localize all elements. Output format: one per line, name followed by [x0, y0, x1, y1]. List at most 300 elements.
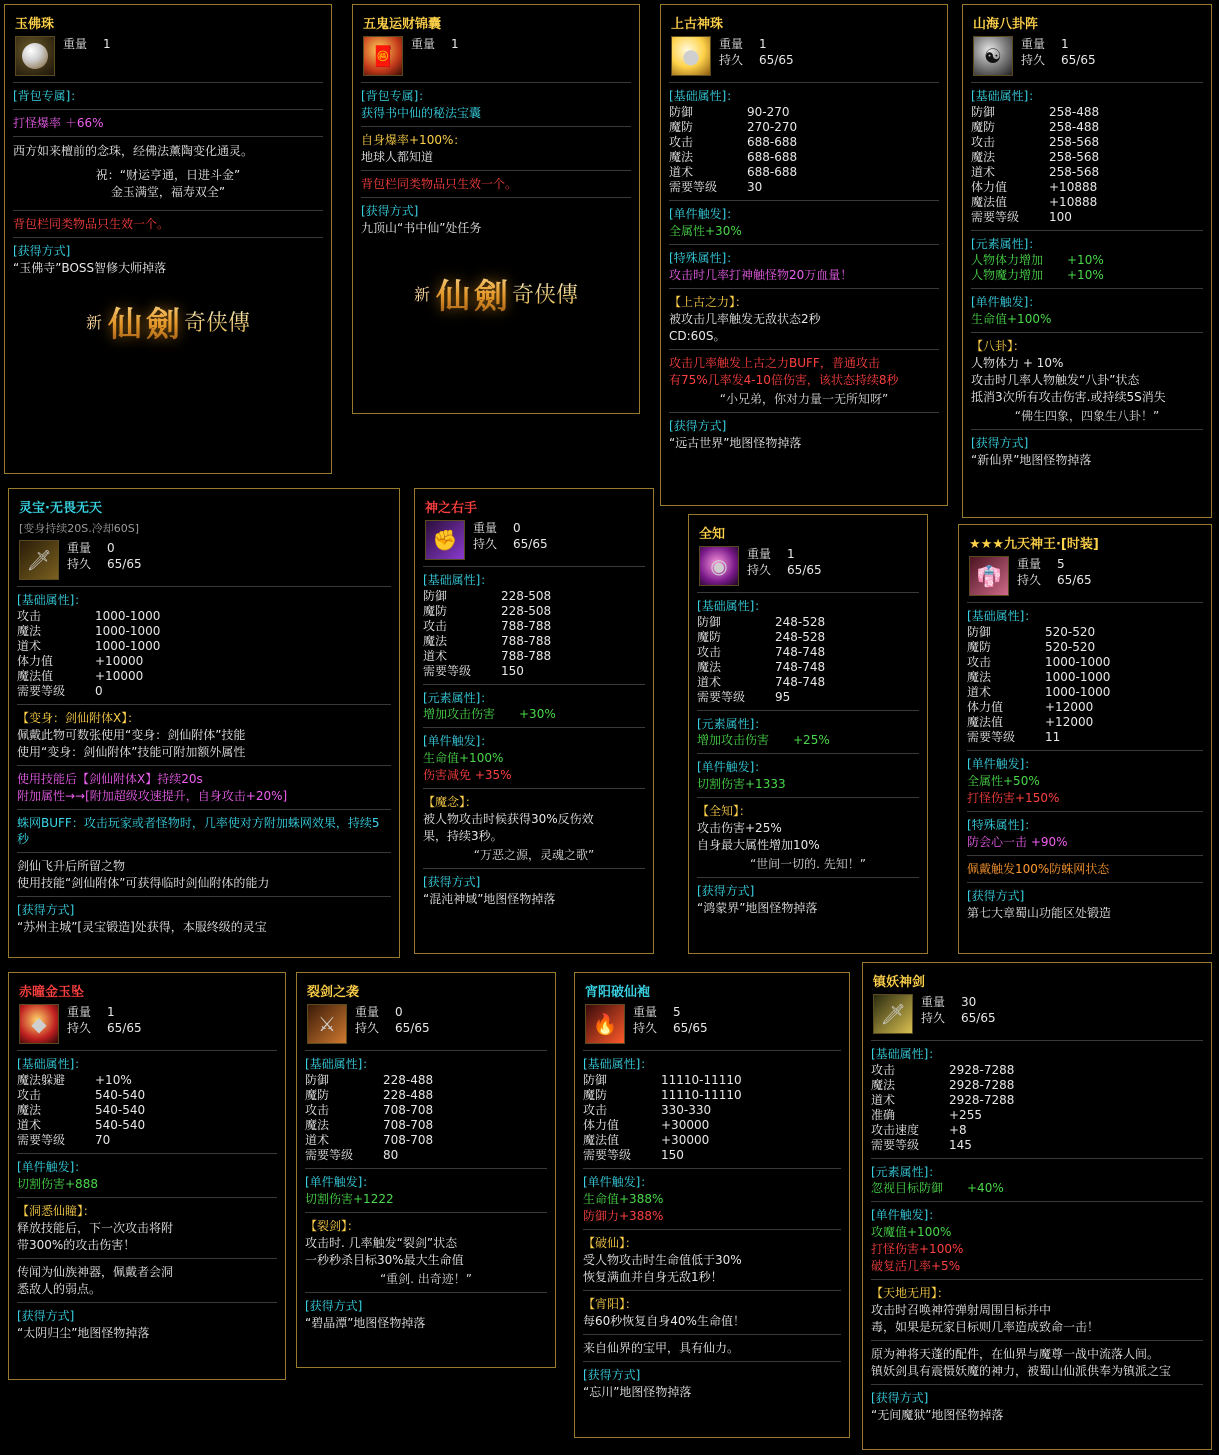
- stat-row: [971, 180, 1203, 195]
- obtain-label: [获得方式]: [305, 1299, 363, 1313]
- stat-value: 80: [383, 1148, 399, 1162]
- basic-attr-label: [基础属性]：: [971, 89, 1041, 103]
- stat-row: [669, 105, 939, 120]
- single-trigger-value: 防御力+388%: [583, 1209, 664, 1223]
- stat-name: 攻击: [871, 1063, 896, 1077]
- stat-value: 248-528: [775, 615, 826, 629]
- weight-value: 1: [107, 1005, 115, 1019]
- stat-value: 748-748: [775, 660, 826, 674]
- stat-name: 道术: [423, 649, 448, 663]
- stat-value: 0: [95, 684, 103, 698]
- stat-name: 需要等级: [971, 210, 1020, 224]
- stat-row: [967, 715, 1203, 730]
- stat-name: 魔防: [697, 630, 722, 644]
- stat-name: 攻击: [583, 1103, 608, 1117]
- stat-row: [971, 165, 1203, 180]
- stat-value: 708-708: [383, 1118, 434, 1132]
- item-title: ★★★九天神王·[时装]: [969, 537, 1099, 552]
- single-trigger-value: 打怪伤害+150%: [967, 791, 1060, 805]
- stat-row: [967, 730, 1203, 745]
- stat-row: [305, 1148, 547, 1163]
- stat-row: [967, 655, 1203, 670]
- weight-label: 重量: [473, 521, 498, 535]
- obtain-label: [获得方式]: [583, 1368, 641, 1382]
- stat-value: +12000: [1045, 700, 1094, 714]
- obtain-value: “忘川”地图怪物掉落: [583, 1385, 692, 1399]
- effect-line: 打怪爆率 ＋66%: [13, 116, 104, 130]
- flavor-line: 使用技能“剑仙附体”可获得临时剑仙附体的能力: [17, 876, 270, 890]
- weight-label: 重量: [1021, 37, 1046, 51]
- single-trigger-value: 生命值+100%: [971, 312, 1052, 326]
- stat-value: 788-788: [501, 619, 552, 633]
- stat-value: 540-540: [95, 1088, 146, 1102]
- stat-value: 2928-7288: [949, 1093, 1015, 1107]
- item-header: [307, 1004, 547, 1044]
- stat-value: 228-488: [383, 1073, 434, 1087]
- element-attr-label: [元素属性]：: [971, 237, 1041, 251]
- stat-row: [583, 1118, 841, 1133]
- item-header: [699, 546, 919, 586]
- durability-value: 65/65: [107, 1021, 142, 1035]
- item-header: [973, 36, 1203, 76]
- stat-value: 788-788: [501, 634, 552, 648]
- stat-value: +30000: [661, 1133, 710, 1147]
- stat-name: 需要等级: [17, 1133, 66, 1147]
- item-title: 全知: [699, 527, 726, 542]
- pouch-icon: 🧧: [363, 36, 403, 76]
- item-card-quanzhi[interactable]: [688, 514, 928, 954]
- stat-name: 道术: [669, 165, 694, 179]
- stat-row: [17, 639, 391, 654]
- flavor-quote: “世间一切的. 先知！”: [749, 857, 867, 871]
- skill-title: 【破仙】：: [583, 1236, 638, 1250]
- obtain-label: [获得方式]: [17, 903, 75, 917]
- skill-title: 【洞悉仙瞳】：: [17, 1204, 96, 1218]
- single-trigger-label: [单件触发]：: [423, 734, 493, 748]
- weight-value: 1: [1061, 37, 1069, 51]
- item-header: [873, 994, 1203, 1034]
- stat-row: [967, 685, 1203, 700]
- item-card-lingbao[interactable]: [8, 488, 400, 958]
- stat-value: 145: [949, 1138, 972, 1152]
- skill-title: 【魔念】：: [423, 795, 478, 809]
- single-trigger-label: [单件触发]：: [305, 1175, 375, 1189]
- weight-value: 5: [1057, 557, 1065, 571]
- stat-name: 道术: [17, 1118, 42, 1132]
- stat-row: [423, 589, 645, 604]
- stat-row: [971, 135, 1203, 150]
- basic-attr-label: [基础属性]：: [669, 89, 739, 103]
- single-trigger-value: 切割伤害+888: [17, 1177, 98, 1191]
- single-trigger-label: [单件触发]：: [697, 760, 767, 774]
- weight-label: 重量: [355, 1005, 380, 1019]
- basic-attr-label: [基础属性]：: [17, 1057, 87, 1071]
- durability-value: 65/65: [961, 1011, 996, 1025]
- stat-name: 增加攻击伤害: [423, 707, 496, 721]
- single-trigger-value: 切割伤害+1222: [305, 1192, 394, 1206]
- skill-desc: 释放技能后，下一次攻击将附: [17, 1221, 174, 1235]
- skill-desc: 被攻击几率触发无敌状态2秒: [669, 312, 821, 326]
- stat-value: 90-270: [747, 105, 790, 119]
- stat-row: [697, 615, 919, 630]
- logo-tail: 奇侠傳: [184, 306, 250, 337]
- obtain-label: [获得方式]: [871, 1391, 929, 1405]
- obtain-value: “新仙界”地图怪物掉落: [971, 453, 1092, 467]
- stat-value: 30: [747, 180, 763, 194]
- eye-icon: ◉: [699, 546, 739, 586]
- stat-name: 魔法值: [17, 669, 54, 683]
- stat-value: 748-748: [775, 645, 826, 659]
- stat-name: 魔法: [669, 150, 694, 164]
- stat-value: 100: [1049, 210, 1072, 224]
- stat-name: 魔法值: [583, 1133, 620, 1147]
- stat-name: 需要等级: [871, 1138, 920, 1152]
- stat-name: 攻击: [17, 609, 42, 623]
- stat-row: [669, 150, 939, 165]
- stat-value: 150: [661, 1148, 684, 1162]
- skill-desc: 攻击时召唤神符弹射周围目标并中: [871, 1303, 1052, 1317]
- durability-label: 持久: [67, 557, 92, 571]
- blade-icon: ⚔: [307, 1004, 347, 1044]
- sword-icon: 🗡: [19, 540, 59, 580]
- basic-attr-label: [基础属性]：: [871, 1047, 941, 1061]
- durability-label: 持久: [67, 1021, 92, 1035]
- stat-value: 1000-1000: [95, 639, 161, 653]
- stat-name: 魔法: [17, 1103, 42, 1117]
- stat-row: [697, 690, 919, 705]
- stat-value: +10%: [1067, 253, 1104, 267]
- buff-line: 使用技能后【剑仙附体Ⅹ】持续20s: [17, 772, 203, 786]
- weight-value: 1: [787, 547, 795, 561]
- stat-value: 1000-1000: [95, 624, 161, 638]
- stat-name: 防御: [971, 105, 996, 119]
- bag-exclusive-label: [背包专属]：: [361, 89, 431, 103]
- stat-row: [17, 654, 391, 669]
- flavor-line: 传闻为仙族神器，佩戴者会洞: [17, 1265, 174, 1279]
- stat-value: 688-688: [747, 150, 798, 164]
- weight-value: 0: [513, 521, 521, 535]
- stat-row: [17, 1088, 277, 1103]
- basic-attr-label: [基础属性]：: [697, 599, 767, 613]
- stat-value: 228-508: [501, 604, 552, 618]
- skill-desc: 带300%的攻击伤害！: [17, 1238, 136, 1252]
- stat-row: [17, 609, 391, 624]
- stat-value: 1000-1000: [1045, 670, 1111, 684]
- stat-value: +255: [949, 1108, 982, 1122]
- single-trigger-label: [单件触发]：: [17, 1160, 87, 1174]
- weight-label: 重量: [1017, 557, 1042, 571]
- stat-value: +10888: [1049, 180, 1098, 194]
- item-title: 上古神珠: [671, 17, 724, 32]
- stat-row: [583, 1088, 841, 1103]
- weight-label: 重量: [633, 1005, 658, 1019]
- item-card-shanhaibagua[interactable]: [962, 4, 1212, 518]
- durability-label: 持久: [1021, 53, 1046, 67]
- buff-line: 附加属性→→[附加超级攻速提升，自身攻击+20%]: [17, 789, 288, 803]
- stat-row: [669, 165, 939, 180]
- stat-name: 魔法: [871, 1078, 896, 1092]
- stat-row: [871, 1123, 1203, 1138]
- stat-value: +10000: [95, 669, 144, 683]
- single-trigger-label: [单件触发]：: [871, 1208, 941, 1222]
- item-card-yufozhu[interactable]: [4, 4, 332, 474]
- stat-row: [971, 105, 1203, 120]
- warn-line: 背包栏同类物品只生效一个。: [361, 177, 518, 191]
- single-trigger-value: 生命值+100%: [423, 751, 504, 765]
- item-card-shanggushenzhu[interactable]: [660, 4, 948, 506]
- weight-value: 1: [103, 37, 111, 51]
- single-trigger-value: 攻魔值+100%: [871, 1225, 952, 1239]
- stat-row: [871, 1093, 1203, 1108]
- stat-value: +40%: [967, 1181, 1004, 1195]
- special-attr-label: [特殊属性]：: [967, 818, 1037, 832]
- stat-name: 防御: [583, 1073, 608, 1087]
- stat-value: 270-270: [747, 120, 798, 134]
- stat-value: 258-568: [1049, 165, 1100, 179]
- stat-row: [305, 1103, 547, 1118]
- obtain-value: “远古世界”地图怪物掉落: [669, 436, 802, 450]
- stat-value: 1000-1000: [95, 609, 161, 623]
- stat-name: 魔法: [423, 634, 448, 648]
- special-attr-value: 攻击时几率打神触怪物20万血量！: [669, 268, 853, 282]
- stat-row: [669, 120, 939, 135]
- stat-value: 540-540: [95, 1103, 146, 1117]
- stat-value: 95: [775, 690, 791, 704]
- stat-name: 道术: [871, 1093, 896, 1107]
- basic-attr-label: [基础属性]：: [17, 593, 87, 607]
- stat-row: [871, 1138, 1203, 1153]
- stat-name: 体力值: [967, 700, 1004, 714]
- stat-row: [871, 1063, 1203, 1078]
- skill-desc: 受人物攻击时生命值低于30%: [583, 1253, 742, 1267]
- item-header: [19, 540, 391, 580]
- basic-attr-label: [基础属性]：: [305, 1057, 375, 1071]
- stat-name: 魔防: [423, 604, 448, 618]
- item-card-shenzhiyoushou[interactable]: [414, 488, 654, 954]
- obtain-value: 第七大章蜀山功能区处锻造: [967, 906, 1112, 920]
- weight-value: 0: [395, 1005, 403, 1019]
- flavor-quote: “万恶之源，灵魂之歌”: [473, 848, 595, 862]
- stat-value: 150: [501, 664, 524, 678]
- durability-label: 持久: [747, 563, 772, 577]
- stat-row: [697, 630, 919, 645]
- item-card-xuyangpoxianpao[interactable]: [574, 972, 850, 1438]
- weight-label: 重量: [67, 541, 92, 555]
- stat-row: [423, 664, 645, 679]
- stat-row: [305, 1088, 547, 1103]
- stat-name: 防御: [669, 105, 694, 119]
- stat-name: 魔法值: [967, 715, 1004, 729]
- stat-row: [17, 1118, 277, 1133]
- stat-name: 魔法: [17, 624, 42, 638]
- stat-value: +10000: [95, 654, 144, 668]
- stat-row: [971, 195, 1203, 210]
- stat-name: 魔防: [967, 640, 992, 654]
- flavor-line: 来自仙界的宝甲，具有仙力。: [583, 1341, 740, 1355]
- stat-name: 体力值: [17, 654, 54, 668]
- single-trigger-label: [单件触发]：: [583, 1175, 653, 1189]
- weight-label: 重量: [411, 37, 436, 51]
- stat-name: 道术: [17, 639, 42, 653]
- stat-row: [971, 150, 1203, 165]
- stat-name: 魔防: [305, 1088, 330, 1102]
- stat-value: 228-508: [501, 589, 552, 603]
- stat-value: 248-528: [775, 630, 826, 644]
- stat-name: 攻击: [967, 655, 992, 669]
- durability-value: 65/65: [673, 1021, 708, 1035]
- item-title: 灵宝·无畏无天: [19, 501, 102, 516]
- bag-exclusive-desc: 获得书中仙的秘法宝囊: [361, 106, 482, 120]
- weight-value: 1: [759, 37, 767, 51]
- warn-line: 背包栏同类物品只生效一个。: [13, 217, 170, 231]
- item-card-liejianzhixi[interactable]: [296, 972, 556, 1368]
- stat-name: 攻击: [669, 135, 694, 149]
- flavor-line: 金玉满堂，福寿双全”: [110, 185, 226, 199]
- logo-main: 仙劍: [436, 269, 512, 318]
- obtain-value: “太阴归尘”地图怪物掉落: [17, 1326, 150, 1340]
- stat-name: 人物魔力增加: [971, 268, 1044, 282]
- weight-label: 重量: [719, 37, 744, 51]
- obtain-value: “碧晶潭”地图怪物掉落: [305, 1316, 426, 1330]
- single-trigger-value: 生命值+388%: [583, 1192, 664, 1206]
- skill-desc: 一秒秒杀目标30%最大生命值: [305, 1253, 464, 1267]
- weight-value: 0: [107, 541, 115, 555]
- item-card-wuguicaijin[interactable]: [352, 4, 640, 414]
- skill-title: 【变身：剑仙附体Ⅹ】：: [17, 711, 140, 725]
- stat-value: 258-488: [1049, 105, 1100, 119]
- stat-name: 准确: [871, 1108, 896, 1122]
- skill-desc: 抵消3次所有攻击伤害.或持续5S消失: [971, 390, 1166, 404]
- durability-value: 65/65: [395, 1021, 430, 1035]
- obtain-label: [获得方式]: [423, 875, 481, 889]
- logo-tail: 奇侠傳: [512, 278, 578, 309]
- skill-desc: 攻击伤害+25%: [697, 821, 782, 835]
- game-logo: [361, 254, 631, 332]
- stat-value: 688-688: [747, 165, 798, 179]
- stat-row: [871, 1181, 1203, 1196]
- skill-desc: 攻击时几率人物触发“八卦”状态: [971, 373, 1140, 387]
- stat-name: 防御: [423, 589, 448, 603]
- stat-name: 防御: [967, 625, 992, 639]
- skill-desc: 使用“变身：剑仙附体”技能可附加额外属性: [17, 745, 246, 759]
- skill-desc: 每60秒恢复自身40%生命值！: [583, 1314, 745, 1328]
- item-title: 山海八卦阵: [973, 17, 1039, 32]
- robe-icon: 🔥: [585, 1004, 625, 1044]
- item-header: [425, 520, 645, 560]
- obtain-label: [获得方式]: [17, 1309, 75, 1323]
- durability-value: 65/65: [1057, 573, 1092, 587]
- special-attr-label: [特殊属性]：: [669, 251, 739, 265]
- stat-row: [971, 120, 1203, 135]
- stat-row: [697, 733, 919, 748]
- weight-value: 1: [451, 37, 459, 51]
- stat-name: 体力值: [971, 180, 1008, 194]
- skill-title: 【全知】：: [697, 804, 752, 818]
- skill-desc: 毒，如果是玩家目标则几率造成致命一击！: [871, 1320, 1100, 1334]
- stat-value: 11110-11110: [661, 1073, 742, 1087]
- stat-value: 258-568: [1049, 150, 1100, 164]
- stat-name: 需要等级: [305, 1148, 354, 1162]
- buff-line: 有75%几率发4-10倍伤害，该状态持续8秒: [669, 373, 899, 387]
- taiji-icon: ☯: [973, 36, 1013, 76]
- stat-row: [967, 670, 1203, 685]
- stat-row: [423, 634, 645, 649]
- durability-label: 持久: [473, 537, 498, 551]
- stat-name: 人物体力增加: [971, 253, 1044, 267]
- buff-line: 蛛网BUFF：攻击玩家或者怪物时，几率使对方附加蛛网效果，持续5秒: [17, 816, 380, 846]
- stat-row: [967, 625, 1203, 640]
- stat-name: 需要等级: [967, 730, 1016, 744]
- skill-desc: 人物体力 + 10%: [971, 356, 1064, 370]
- durability-label: 持久: [1017, 573, 1042, 587]
- basic-attr-label: [基础属性]：: [423, 573, 493, 587]
- weight-label: 重量: [63, 37, 88, 51]
- stat-row: [697, 675, 919, 690]
- obtain-value: “无间魔狱”地图怪物掉落: [871, 1408, 1004, 1422]
- stat-value: 228-488: [383, 1088, 434, 1102]
- stat-name: 需要等级: [17, 684, 66, 698]
- obtain-value: “鸿蒙界”地图怪物掉落: [697, 901, 818, 915]
- skill-desc: 果，持续3秒。: [423, 829, 503, 843]
- stat-value: 748-748: [775, 675, 826, 689]
- single-trigger-value: 切割伤害+1333: [697, 777, 786, 791]
- item-card-jiutianshenwang[interactable]: [958, 524, 1212, 954]
- stat-row: [971, 268, 1203, 283]
- stat-row: [583, 1148, 841, 1163]
- weight-label: 重量: [921, 995, 946, 1009]
- obtain-value: “玉佛寺”BOSS智修大师掉落: [13, 261, 167, 275]
- stat-value: 2928-7288: [949, 1078, 1015, 1092]
- item-header: [15, 36, 323, 76]
- logo-xin: 新: [413, 284, 430, 304]
- durability-label: 持久: [719, 53, 744, 67]
- obtain-label: [获得方式]: [971, 436, 1029, 450]
- stat-value: 788-788: [501, 649, 552, 663]
- weight-label: 重量: [67, 1005, 92, 1019]
- item-card-zhenyaoshenjian[interactable]: [862, 962, 1212, 1450]
- stat-name: 忽视目标防御: [871, 1181, 944, 1195]
- stat-name: 增加攻击伤害: [697, 733, 770, 747]
- flavor-quote: “小兄弟，你对力量一无所知呀”: [719, 392, 889, 406]
- skill-cd: CD:60S。: [669, 329, 726, 343]
- stat-name: 道术: [697, 675, 722, 689]
- skill-desc: 被人物攻击时候获得30%反伤效: [423, 812, 594, 826]
- skill-desc: 攻击时. 几率触发“裂剑”状态: [305, 1236, 458, 1250]
- obtain-label: [获得方式]: [13, 244, 71, 258]
- stat-value: 11: [1045, 730, 1061, 744]
- weight-value: 5: [673, 1005, 681, 1019]
- stat-row: [971, 253, 1203, 268]
- stat-name: 魔法: [305, 1118, 330, 1132]
- durability-value: 65/65: [107, 557, 142, 571]
- flavor-line: 剑仙飞升后所留之物: [17, 859, 126, 873]
- stat-value: +8: [949, 1123, 967, 1137]
- item-card-chitongjinyuzhui[interactable]: [8, 972, 286, 1380]
- stat-row: [669, 180, 939, 195]
- stat-value: 708-708: [383, 1133, 434, 1147]
- stat-value: +12000: [1045, 715, 1094, 729]
- single-trigger-value: 全属性+30%: [669, 224, 742, 238]
- stat-name: 攻击: [305, 1103, 330, 1117]
- stat-row: [305, 1073, 547, 1088]
- stat-row: [583, 1073, 841, 1088]
- item-header: [19, 1004, 277, 1044]
- armor-icon: 👘: [969, 556, 1009, 596]
- item-title: 宵阳破仙袍: [585, 985, 651, 1000]
- stat-value: +30000: [661, 1118, 710, 1132]
- stat-row: [423, 619, 645, 634]
- element-attr-label: [元素属性]：: [423, 691, 493, 705]
